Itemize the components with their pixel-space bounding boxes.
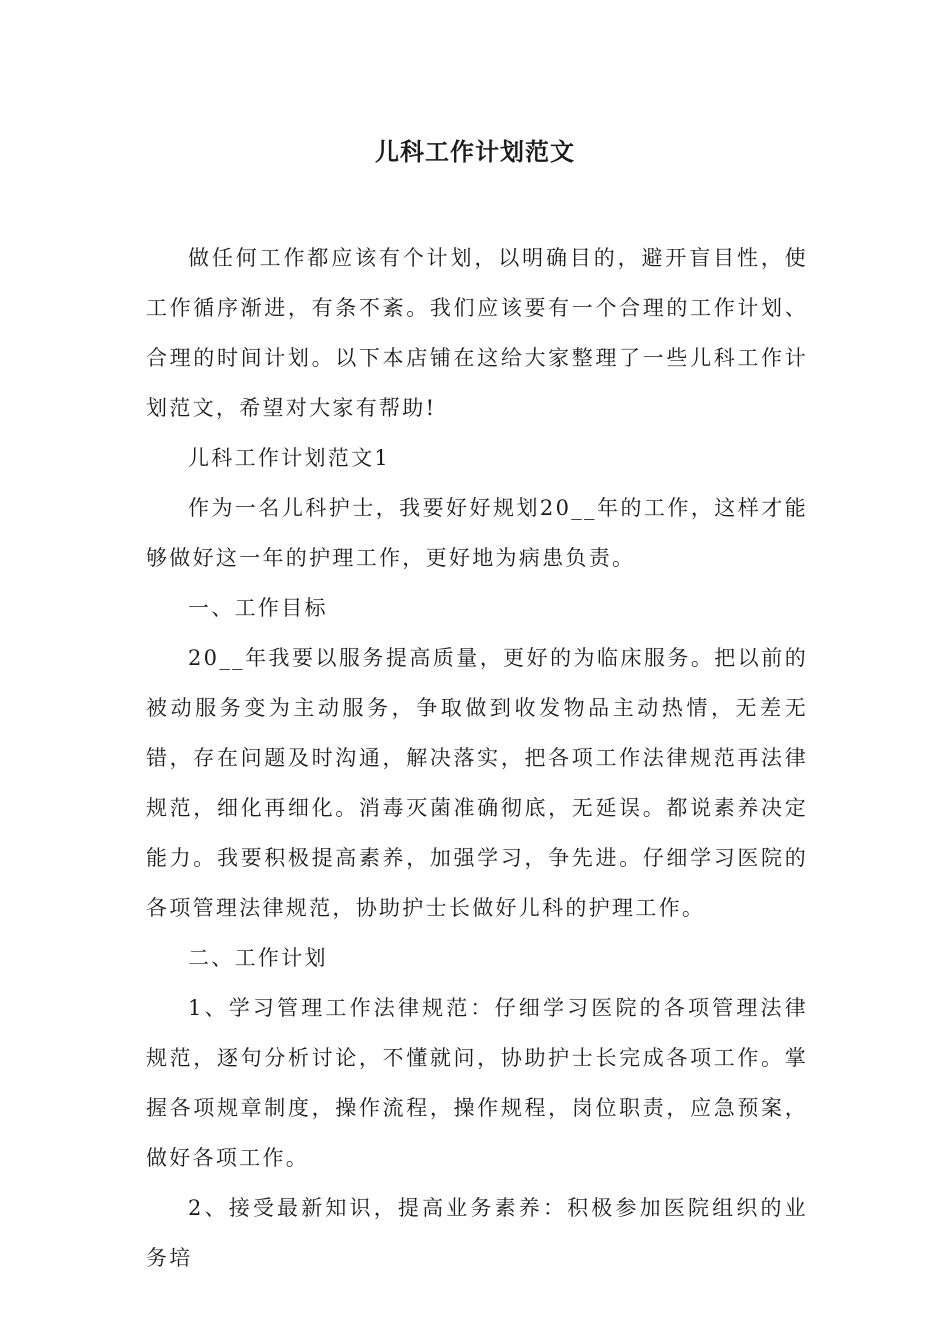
paragraph: 20__年我要以服务提高质量，更好的为临床服务。把以前的被动服务变为主动服务，争取做到收发物品主动热情，无差无错，存在问题及时沟通，解决落实，把各项工作法律规范再法律规范，细化再细化。消毒灭菌准确彻底，无延误。都说素养决定能力。我要积极提高素养，加强学习，争先进。仔细学习医院的各项管理法律规范，协助护士长做好儿科的护理工作。 — [146, 646, 808, 920]
intro-paragraph: 做任何工作都应该有个计划，以明确目的，避开盲目性，使工作循序渐进，有条不紊。我们应该要有一个合理的工作计划、合理的时间计划。以下本店铺在这给大家整理了一些儿科工作计划范文，希望对大家有帮助! — [146, 246, 808, 420]
paragraph: 1、学习管理工作法律规范：仔细学习医院的各项管理法律规范，逐句分析讨论，不懂就问，协助护士长完成各项工作。掌握各项规章制度，操作流程，操作规程，岗位职责，应急预案，做好各项工作。 — [146, 996, 808, 1170]
paragraph: 2、接受最新知识，提高业务素养：积极参加医院组织的业务培 — [146, 1196, 808, 1270]
heading-work-plan: 二、工作计划 — [188, 946, 328, 970]
paragraph: 作为一名儿科护士，我要好好规划20__年的工作，这样才能够做好这一年的护理工作，更好地为病患负责。 — [146, 496, 808, 570]
section-heading-sample-1: 儿科工作计划范文1 — [188, 446, 391, 470]
heading-work-goals: 一、工作目标 — [188, 596, 328, 620]
document-body — [146, 233, 808, 1283]
document-title: 儿科工作计划范文 — [375, 137, 575, 166]
